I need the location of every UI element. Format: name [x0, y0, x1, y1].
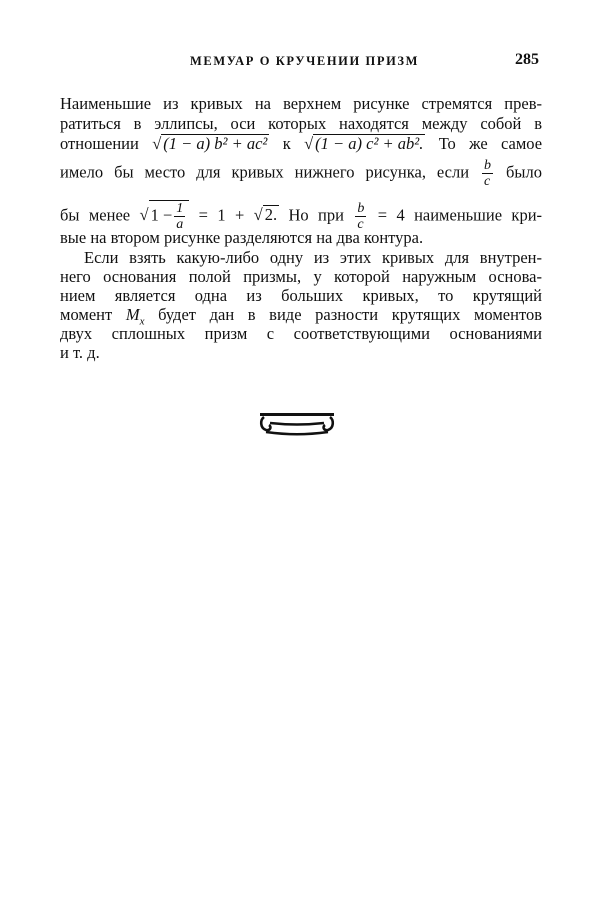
paragraph1-line5: бы менее √ 1 − $\frac{1}{a}$ = 1 + √ 2. Но при $\frac{b}{c}$ = 4 наименьшие кри- — [60, 201, 543, 232]
paragraph2-line6: и т. д. — [60, 343, 100, 362]
paragraph1-line4: имело бы место для кривых нижнего рисунка, если $\frac{b}{c}$ было — [60, 158, 542, 189]
running-header: МЕМУАР О КРУЧЕНИИ ПРИЗМ — [190, 54, 419, 68]
paragraph2-line4: момент $M_x$ будет дан в виде разности крутящих моментов — [60, 305, 542, 328]
sqrt-expression-2: (1 − a) c² + ab². — [315, 134, 424, 153]
paragraph2-line2: него основания полой призмы, у которой наружным основа- — [60, 267, 542, 286]
paragraph2-line5: двух сплошных призм с соответствующими основаниями — [60, 324, 542, 343]
paragraph1-line2: ратиться в эллипсы, оси которых находятся между собой в — [60, 114, 542, 133]
paragraph1-line6: вые на втором рисунке разделяются на два контура. — [60, 228, 424, 247]
fraction-b-over-c-2: $\frac{b}{c}$ — [357, 201, 365, 232]
fraction-b-over-c: $\frac{b}{c}$ — [484, 158, 492, 189]
paragraph1-line1: Наименьшие из кривых на верхнем рисунке стремятся прев- — [60, 94, 542, 113]
paragraph2-line3: нием является одна из больших кривых, то крутящий — [60, 286, 542, 305]
tailpiece-ornament-icon — [258, 412, 336, 436]
paragraph2-line1: Если взять какую-либо одну из этих кривых для внутрен- — [84, 248, 542, 267]
page-number: 285 — [515, 51, 539, 68]
fraction-1-over-a: $\frac{1}{a}$ — [176, 201, 184, 232]
paragraph1-line3: отношении √ (1 − a) b² + ac² к √ (1 − a) c² + ab². То же самое — [60, 134, 543, 153]
sqrt-expression-1: (1 − a) b² + ac² — [163, 134, 268, 153]
